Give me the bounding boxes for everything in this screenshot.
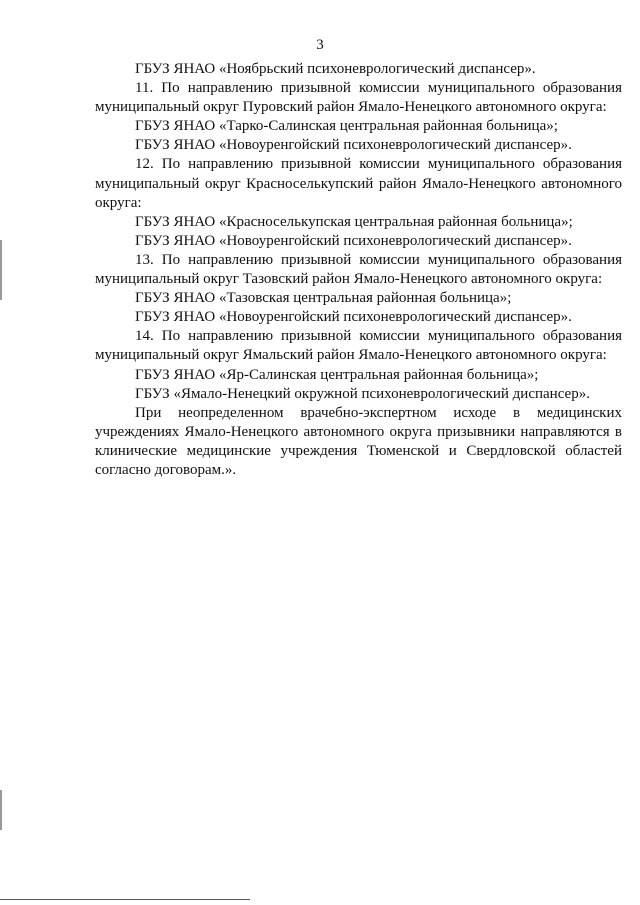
scan-edge-mark-top [0,240,2,300]
paragraph-item-12: 12. По направлению призывной комиссии муниципального образования муниципальный округ Красноселькупский район Ямало-Ненецкого автономного округа: [95,156,622,211]
footer-rule [0,899,250,900]
paragraph-novy-urengoy-dispensary-1: ГБУЗ ЯНАО «Новоуренгойский психоневрологический диспансер». [135,137,572,154]
page-number: 3 [316,37,324,53]
document-body [95,60,622,480]
paragraph-yamal-district-dispensary: ГБУЗ «Ямало-Ненецкий окружной психоневрологический диспансер». [135,385,590,402]
paragraph-item-14: 14. По направлению призывной комиссии муниципального образования муниципальный округ Ямальский район Ямало-Ненецкого автономного округа: [95,328,622,364]
paragraph-tazovsky-hospital: ГБУЗ ЯНАО «Тазовская центральная районная больница»; [135,290,512,307]
paragraph-item-13: 13. По направлению призывной комиссии муниципального образования муниципальный округ Тазовский район Ямало-Ненецкого автономного округа: [95,251,622,288]
paragraph-tarko-sale-hospital: ГБУЗ ЯНАО «Тарко-Салинская центральная районная больница»; [135,118,558,135]
paragraph-krasnoselkup-hospital: ГБУЗ ЯНАО «Красноселькупская центральная районная больница»; [135,213,573,230]
scan-edge-mark-bottom [0,790,2,830]
paragraph-yar-sale-hospital: ГБУЗ ЯНАО «Яр-Салинская центральная районная больница»; [135,366,539,383]
paragraph-noyabrsk-dispensary: ГБУЗ ЯНАО «Ноябрьский психоневрологический диспансер». [135,61,536,77]
paragraph-closing-clause: При неопределенном врачебно-экспертном исходе в медицинских учреждениях Ямало-Ненецкого автономного округа призывники направляются в клинические медицинские учреждения Тюменской и Свердловской областей согласно договорам.». [95,404,622,478]
paragraph-novy-urengoy-dispensary-3: ГБУЗ ЯНАО «Новоуренгойский психоневрологический диспансер». [135,309,572,326]
paragraph-novy-urengoy-dispensary-2: ГБУЗ ЯНАО «Новоуренгойский психоневрологический диспансер». [135,232,572,249]
paragraph-item-11: 11. По направлению призывной комиссии муниципального образования муниципальный округ Пуровский район Ямало-Ненецкого автономного округа: [95,80,622,116]
